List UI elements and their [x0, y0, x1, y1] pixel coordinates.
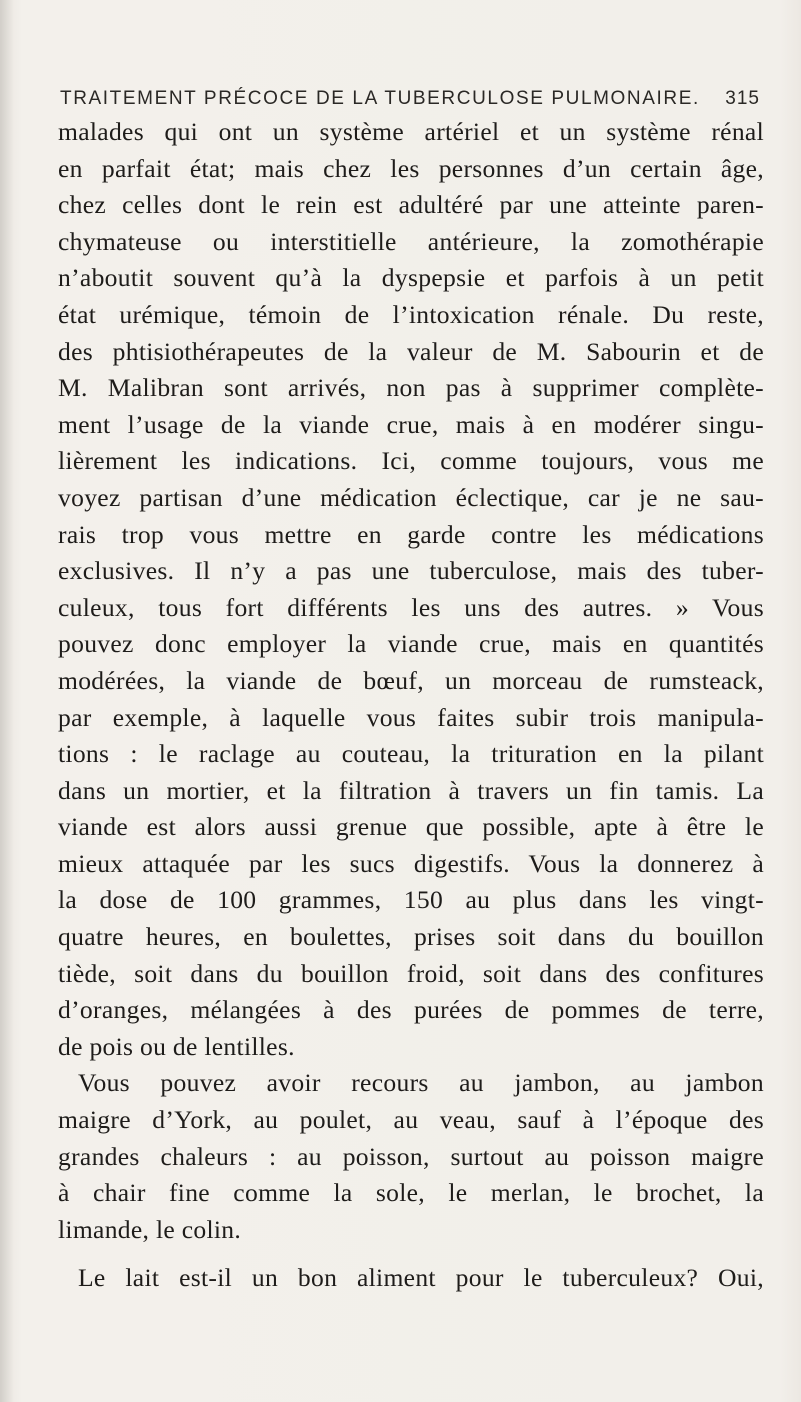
text-line: chymateuse ou interstitielle antérieure, la zomothérapie	[58, 226, 764, 256]
text-line: Vous pouvez avoir recours au jambon, au jambon	[78, 1068, 764, 1098]
text-line: limande, le colin.	[58, 1214, 242, 1244]
text-line: état urémique, témoin de l’intoxication rénale. Du reste,	[58, 299, 764, 329]
paragraph-spacer	[58, 1248, 764, 1260]
text-line: tiède, soit dans du bouillon froid, soit dans des confitures	[58, 958, 764, 988]
text-line: modérées, la viande de bœuf, un morceau de rumsteack,	[58, 665, 764, 695]
text-line: ment l’usage de la viande crue, mais à en modérer singu-	[58, 409, 764, 439]
text-line: mieux attaquée par les sucs digestifs. Vous la donnerez à	[58, 848, 764, 878]
running-title: TRAITEMENT PRÉCOCE DE LA TUBERCULOSE PULMONAIRE.	[60, 88, 700, 109]
text-line: la dose de 100 grammes, 150 au plus dans les vingt-	[58, 885, 764, 915]
running-header	[60, 88, 760, 110]
text-line: viande est alors aussi grenue que possible, apte à être le	[58, 812, 764, 842]
text-line: d’oranges, mélangées à des purées de pommes de terre,	[58, 995, 764, 1025]
text-line: voyez partisan d’une médication éclectique, car je ne sau-	[58, 482, 764, 512]
paragraph-1	[58, 114, 764, 1065]
page-number: 315	[725, 88, 760, 109]
text-line: tions : le raclage au couteau, la trituration en la pilant	[58, 739, 764, 769]
text-line: de pois ou de lentilles.	[58, 1031, 295, 1061]
text-line: culeux, tous fort différents les uns des autres. » Vous	[58, 592, 764, 622]
paragraph-3	[58, 1260, 764, 1297]
text-line: en parfait état; mais chez les personnes d’un certain âge,	[58, 153, 764, 183]
text-line: par exemple, à laquelle vous faites subir trois manipula-	[58, 702, 764, 732]
body-text	[58, 114, 764, 1297]
text-line: quatre heures, en boulettes, prises soit dans du bouillon	[58, 922, 764, 952]
text-line: malades qui ont un système artériel et un système rénal	[58, 117, 764, 146]
text-line: pouvez donc employer la viande crue, mais en quantités	[58, 629, 764, 659]
text-line: dans un mortier, et la filtration à travers un fin tamis. La	[58, 775, 764, 805]
text-line: maigre d’York, au poulet, au veau, sauf à l’époque des	[58, 1105, 764, 1135]
text-line: des phtisiothérapeutes de la valeur de M. Sabourin et de	[58, 336, 764, 366]
text-line: chez celles dont le rein est adultéré par une atteinte paren-	[58, 190, 764, 220]
text-line: Le lait est-il un bon aliment pour le tuberculeux? Oui,	[78, 1263, 764, 1293]
binding-shadow	[0, 0, 14, 1402]
text-line: à chair fine comme la sole, le merlan, le brochet, la	[58, 1178, 764, 1208]
text-line: rais trop vous mettre en garde contre les médications	[58, 519, 764, 549]
text-line: exclusives. Il n’y a pas une tuberculose, mais des tuber-	[58, 556, 764, 586]
text-line: grandes chaleurs : au poisson, surtout au poisson maigre	[58, 1141, 764, 1171]
text-line: lièrement les indications. Ici, comme toujours, vous me	[58, 446, 764, 476]
text-line: M. Malibran sont arrivés, non pas à supprimer complète-	[58, 373, 764, 403]
text-line: n’aboutit souvent qu’à la dyspepsie et parfois à un petit	[58, 263, 764, 293]
paragraph-2	[58, 1065, 764, 1248]
